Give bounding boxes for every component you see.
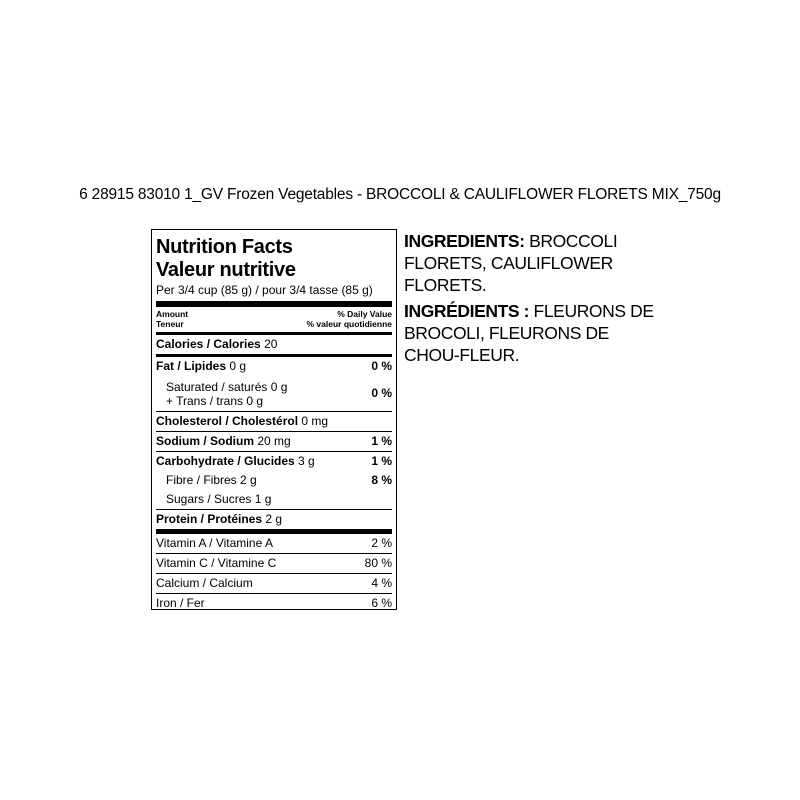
sugars-text: Sugars / Sucres 1 g — [166, 492, 272, 506]
protein-row — [156, 509, 392, 529]
calories-label: Calories / Calories — [156, 337, 261, 351]
sodium-label: Sodium / Sodium — [156, 434, 254, 448]
cholesterol-row — [156, 411, 392, 431]
saturated-trans-text — [156, 376, 287, 411]
sodium-daily-value: 1 % — [371, 434, 392, 448]
fat-daily-value: 0 % — [371, 359, 392, 373]
trans-fat: + Trans / trans 0 g — [166, 394, 264, 408]
ingredients-english — [404, 230, 654, 296]
sodium-text — [156, 432, 291, 451]
ingredients-english-label: INGREDIENTS: — [404, 231, 525, 251]
carbohydrate-row — [156, 451, 392, 471]
title-english: Nutrition Facts — [156, 236, 293, 258]
protein-text — [156, 510, 282, 529]
vitamin-a-row — [156, 534, 392, 553]
protein-label: Protein / Protéines — [156, 512, 263, 526]
calories-text — [156, 335, 277, 354]
cholesterol-text — [156, 412, 328, 431]
amount-french: Teneur — [156, 319, 184, 329]
fat-text — [156, 357, 246, 376]
nutrition-facts-title — [156, 236, 392, 282]
calcium-label: Calcium / Calcium — [156, 576, 253, 590]
vitamin-c-label: Vitamin C / Vitamine C — [156, 556, 277, 570]
iron-daily-value: 6 % — [371, 596, 392, 610]
calories-row — [156, 332, 392, 354]
saturated-trans-daily-value: 0 % — [371, 386, 392, 400]
vitamin-a-daily-value: 2 % — [371, 536, 392, 550]
cholesterol-label: Cholesterol / Cholestérol — [156, 414, 299, 428]
fat-label: Fat / Lipides — [156, 359, 227, 373]
vitamin-c-daily-value: 80 % — [364, 556, 392, 570]
daily-value-french: % valeur quotidienne — [306, 319, 392, 329]
carbohydrate-text — [156, 452, 315, 471]
amount-english: Amount — [156, 309, 189, 319]
fibre-row — [156, 471, 392, 490]
nutrition-facts-panel — [151, 229, 397, 610]
vitamin-c-row — [156, 553, 392, 573]
ingredients-english-text: BROCCOLI FLORETS, CAULIFLOWER FLORETS. — [404, 231, 618, 295]
title-french: Valeur nutritive — [156, 259, 296, 281]
ingredients-french-label: INGRÉDIENTS : — [404, 301, 530, 321]
fat-row — [156, 354, 392, 376]
daily-value-label — [307, 309, 393, 329]
serving-size: Per 3/4 cup (85 g) / pour 3/4 tasse (85 g) — [156, 283, 373, 297]
vitamin-a-label: Vitamin A / Vitamine A — [156, 536, 273, 550]
calcium-row — [156, 573, 392, 593]
cholesterol-value: 0 mg — [301, 414, 329, 428]
ingredients-french — [404, 300, 654, 366]
saturated-fat: Saturated / saturés 0 g — [166, 380, 288, 394]
sodium-row — [156, 431, 392, 451]
amount-label — [156, 309, 216, 329]
carbohydrate-label: Carbohydrate / Glucides — [156, 454, 295, 468]
sodium-value: 20 mg — [257, 434, 291, 448]
iron-label: Iron / Fer — [156, 596, 205, 610]
calories-value: 20 — [264, 337, 278, 351]
fibre-daily-value: 8 % — [371, 473, 392, 487]
calcium-daily-value: 4 % — [371, 576, 392, 590]
amount-header — [156, 307, 392, 332]
carbohydrate-value: 3 g — [298, 454, 315, 468]
carbohydrate-daily-value: 1 % — [371, 454, 392, 468]
protein-value: 2 g — [265, 512, 283, 526]
ingredients-french-text: FLEURONS DE BROCOLI, FLEURONS DE CHOU-FLEUR. — [404, 301, 654, 365]
fat-value: 0 g — [229, 359, 247, 373]
saturated-trans-row — [156, 376, 392, 411]
sugars-row — [156, 490, 392, 509]
iron-row — [156, 593, 392, 613]
daily-value-english: % Daily Value — [337, 309, 392, 319]
product-caption: 6 28915 83010 1_GV Frozen Vegetables - BROCCOLI & CAULIFLOWER FLORETS MIX_750g — [79, 186, 721, 203]
fibre-text: Fibre / Fibres 2 g — [166, 473, 257, 487]
